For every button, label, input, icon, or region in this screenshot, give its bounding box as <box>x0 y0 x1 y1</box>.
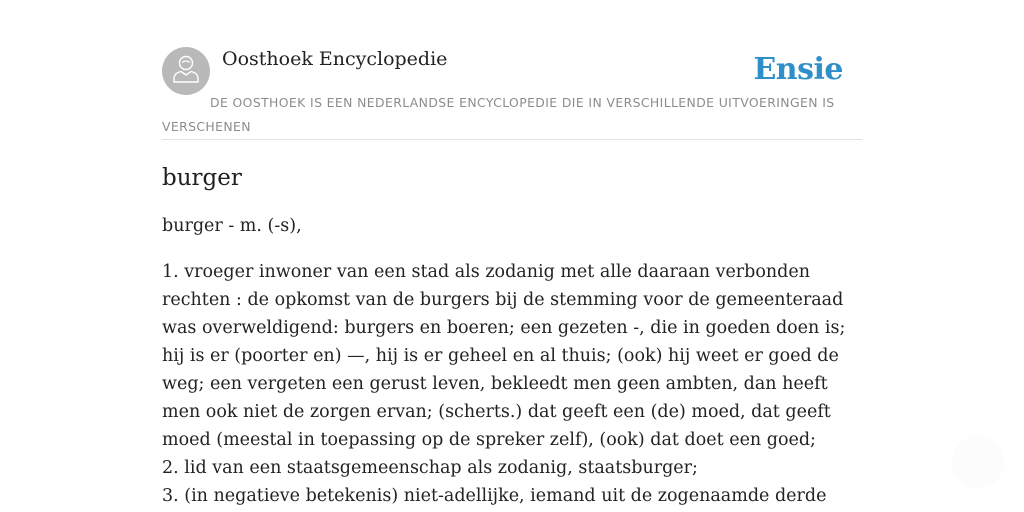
user-icon <box>171 53 201 90</box>
definition-item: 1. vroeger inwoner van een stad als zodanig met alle daaraan verbonden rechten : de opkomst van de burgers bij de stemming voor de gemeenteraad was overweldigend: burgers en boeren; een gezeten -, die in goeden doen is; hij is er (poorter en) —, hij is er geheel en al thuis; (ook) hij weet er goed de weg; een vergeten een gerust leven, bekleedt men geen ambten, dan heeft men ook niet de zorgen ervan; (scherts.) dat geeft een (de) moed, dat geeft moed (meestal in toepassing op de spreker zelf), (ook) dat doet een goed; <box>162 262 846 450</box>
floating-action-button[interactable] <box>952 436 1004 488</box>
source-avatar[interactable] <box>162 47 210 95</box>
definition-item: 3. (in negatieve betekenis) niet-adellijke, iemand uit de zogenaamde derde <box>162 486 827 506</box>
brand-logo[interactable]: Ensie <box>753 52 843 87</box>
article-headword: burger - m. (-s), <box>162 216 302 236</box>
source-description: DE OOSTHOEK IS EEN NEDERLANDSE ENCYCLOPEDIE DIE IN VERSCHILLENDE UITVOERINGEN IS VERSCHENEN <box>162 95 835 134</box>
article-title: burger <box>162 165 242 191</box>
source-header <box>162 47 862 140</box>
definition-item: 2. lid van een staatsgemeenschap als zodanig, staatsburger; <box>162 458 698 478</box>
article <box>162 160 868 510</box>
definition-list <box>162 258 868 510</box>
source-name[interactable]: Oosthoek Encyclopedie <box>222 48 448 70</box>
